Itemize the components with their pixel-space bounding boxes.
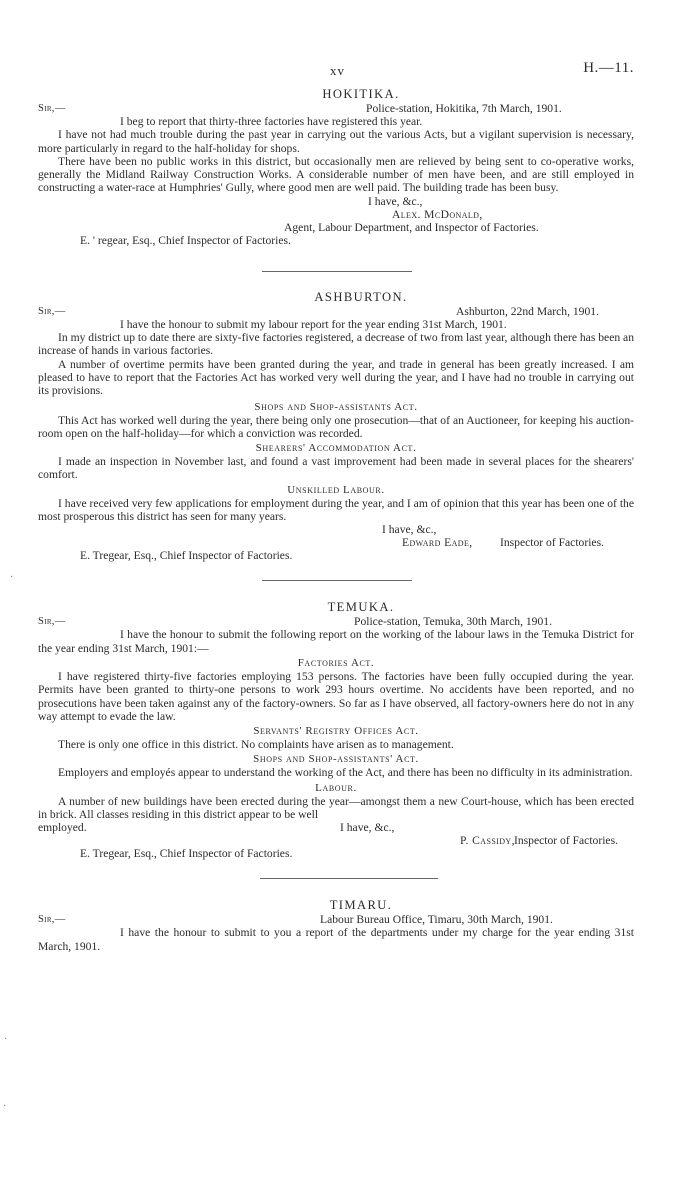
signature-line <box>38 536 634 549</box>
report-ashburton <box>38 291 634 563</box>
page-header <box>38 62 634 88</box>
subheading: Servants' Registry Offices Act. <box>253 725 419 738</box>
closing-line <box>38 821 634 834</box>
scan-mark: · <box>10 572 14 583</box>
signer-name: Edward Eade, <box>402 536 473 550</box>
page-number: xv <box>330 63 345 78</box>
closing: I have, &c., <box>340 821 395 835</box>
paragraph: I have the honour to submit the following report on the working of the labour laws in the Temuka District for the year ending 31st March, 1901:— <box>38 628 634 655</box>
section-title: ASHBURTON. <box>314 289 408 304</box>
addressee: E. Tregear, Esq., Chief Inspector of Factories. <box>80 847 293 861</box>
addressee-line <box>38 234 634 247</box>
section-title: TIMARU. <box>329 898 393 913</box>
paragraph: I have the honour to submit to you a report of the departments under my charge for the year ending 31st March, 1901. <box>38 926 634 953</box>
closing-line <box>38 523 634 536</box>
paragraph: I have registered thirty-five factories employing 153 persons. The factories have been fully occupied during the year. Permits have been granted to thirty-one persons to work 293 hours overtime. No accidents have been reported, and no prosecutions have been taken against any of the factory-owners. So far as I have observed, all factory-owners here do not in any way attempt to evade the law. <box>38 669 634 723</box>
paragraph: There have been no public works in this district, but occasionally men are relieved by being sent to co-operative works, generally the Midland Railway Construction Works. A considerable number of men have been, and are still employed in constructing a water-race at Humphries' Gully, where good men are well paid. The building trade has been busy. <box>38 154 634 195</box>
addressee: E. ' regear, Esq., Chief Inspector of Factories. <box>80 233 291 247</box>
subheading: Labour. <box>315 781 357 794</box>
addressee: E. Tregear, Esq., Chief Inspector of Factories. <box>80 549 293 563</box>
document-page <box>38 62 634 953</box>
signer-name: P. Cassidy, <box>460 834 515 848</box>
salutation-line <box>38 305 634 318</box>
salutation-line <box>38 102 634 115</box>
subheading: Factories Act. <box>297 656 375 669</box>
signer-title: Inspector of Factories. <box>500 536 604 550</box>
paragraph: A number of overtime permits have been granted during the year, and trade in general has been greatly increased. I am pleased to have to report that the Factories Act has worked very well during the year, and I have had no trouble in carrying out its provisions. <box>38 357 634 398</box>
paragraph: I made an inspection in November last, and found a vast improvement had been made in several places for the shearers' comfort. <box>38 455 634 482</box>
closing: I have, &c., <box>382 523 437 537</box>
paragraph: I beg to report that thirty-three factories have registered this year. <box>120 115 423 128</box>
paragraph: There is only one office in this district. No complaints have arisen as to management. <box>58 738 454 752</box>
paper-reference: H.—11. <box>583 60 634 76</box>
salutation-line <box>38 913 634 926</box>
report-hokitika <box>38 88 634 247</box>
signer-name: Alex. McDonald, <box>392 207 483 221</box>
signature-line <box>38 834 634 847</box>
subheading: Shops and Shop-assistants' Act. <box>253 753 419 766</box>
closing: I have, &c., <box>368 194 423 208</box>
salutation: Sir,— <box>38 103 66 114</box>
place-date: Police-station, Hokitika, 7th March, 1901. <box>366 102 562 115</box>
paragraph: I have the honour to submit my labour report for the year ending 31st March, 1901. <box>120 317 507 331</box>
salutation: Sir,— <box>38 305 66 317</box>
scan-mark: · <box>4 1034 8 1045</box>
signer-title: Inspector of Factories. <box>514 834 618 848</box>
subheading: Unskilled Labour. <box>287 483 385 496</box>
place-date: Police-station, Temuka, 30th March, 1901. <box>354 615 552 629</box>
paragraph: I have received very few applications for employment during the year, and I am of opinion that this year has been one of the most prosperous this district has seen for many years. <box>38 496 634 524</box>
section-title: HOKITIKA. <box>322 87 400 101</box>
subheading: Shops and Shop-assistants Act. <box>254 400 418 413</box>
closing-line <box>38 195 634 208</box>
salutation: Sir,— <box>38 914 66 926</box>
report-temuka <box>38 601 634 860</box>
signer-title-line <box>38 221 634 234</box>
salutation: Sir,— <box>38 616 66 628</box>
paragraph: This Act has worked well during the year, there being only one prosecution—that of an Auctioneer, for keeping his auction-room open on the half-holiday—for which a conviction was recorded. <box>38 413 634 440</box>
place-date: Labour Bureau Office, Timaru, 30th March, 1901. <box>320 913 553 927</box>
report-timaru <box>38 899 634 953</box>
paragraph-end: employed. <box>38 821 87 835</box>
place-date: Ashburton, 22nd March, 1901. <box>456 304 599 318</box>
scan-mark: · <box>3 1101 7 1112</box>
paragraph: I have not had much trouble during the past year in carrying out the various Acts, but a vigilant supervision is necessary, more particularly in regard to the half-holiday for shops. <box>38 128 634 155</box>
signature-line <box>38 208 634 221</box>
paragraph: Employers and employés appear to understand the working of the Act, and there has been no difficulty in its administration. <box>58 766 633 780</box>
subheading: Shearers' Accommodation Act. <box>255 442 417 455</box>
paragraph: A number of new buildings have been erected during the year—amongst them a new Court-house, which has been erected in brick. All classes residing in this district appear to be well <box>38 794 634 822</box>
addressee-line <box>38 847 634 860</box>
signer-title: Agent, Labour Department, and Inspector of Factories. <box>284 220 539 234</box>
addressee-line <box>38 549 634 562</box>
salutation-line <box>38 615 634 628</box>
paragraph: In my district up to date there are sixty-five factories registered, a decrease of two from last year, although there has been an increase of hands in various factories. <box>38 331 634 358</box>
section-title: TEMUKA. <box>327 600 395 615</box>
